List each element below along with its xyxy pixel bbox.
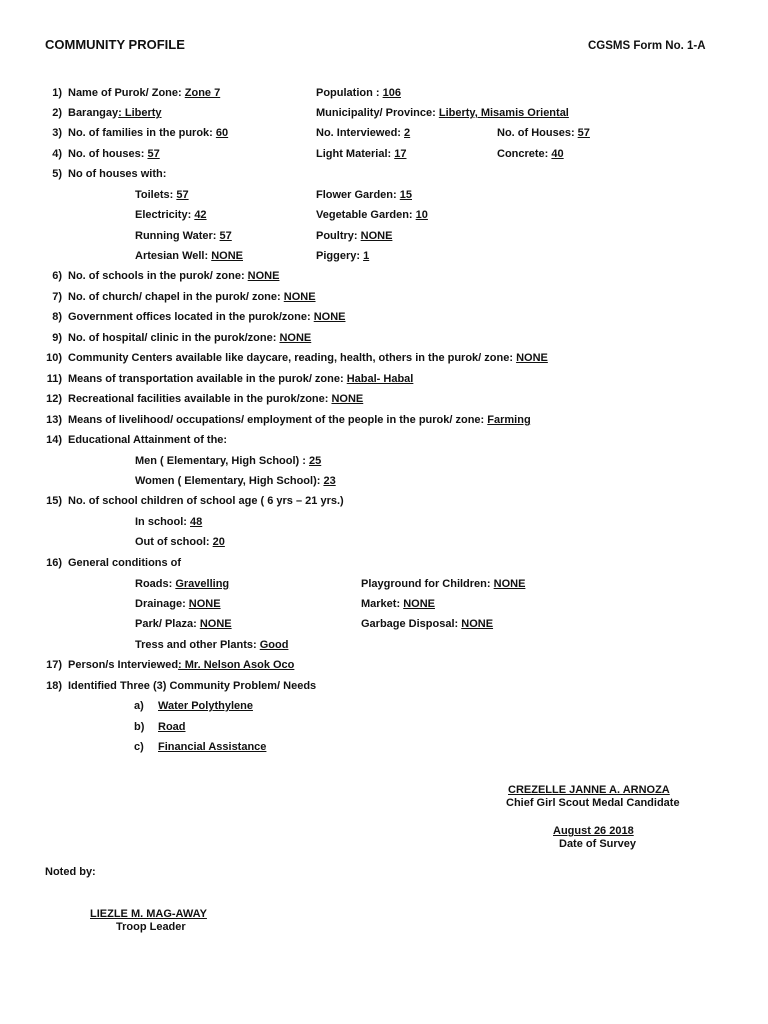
item-10: 10) Community Centers available like daycare, reading, health, others in the purok/ zone: NONE [46,352,548,364]
noted-by-label: Noted by: [45,866,96,878]
no-of-houses: No. of Houses: 57 [497,127,590,139]
electricity: Electricity: 42 [135,209,207,221]
item-9: 9) No. of hospital/ clinic in the purok/zone: NONE [52,332,312,344]
barangay-value: : Liberty [118,107,162,119]
troop-leader-name: LIEZLE M. MAG-AWAY [90,908,207,920]
need-b: b) Road [134,721,186,733]
garbage-disposal: Garbage Disposal: NONE [361,618,494,630]
drainage: Drainage: NONE [135,598,221,610]
need-a: a) Water Polythylene [134,700,253,712]
roads: Roads: Gravelling [135,578,230,590]
toilets: Toilets: 57 [135,189,189,201]
artesian-well: Artesian Well: NONE [135,250,243,262]
no-interviewed: No. Interviewed: 2 [316,127,411,139]
item-1: 1) Name of Purok/ Zone: Zone 7 [52,87,221,99]
item-16: 16) General conditions of [46,557,182,569]
troop-leader-role: Troop Leader [116,921,186,933]
item-3: 3) No. of families in the purok: 60 [52,127,229,139]
signatory-name: CREZELLE JANNE A. ARNOZA [508,784,670,796]
vegetable-garden: Vegetable Garden: 10 [316,209,428,221]
park-plaza: Park/ Plaza: NONE [135,618,232,630]
in-school: In school: 48 [135,516,203,528]
item-17: 17) Person/s Interviewed: Mr. Nelson Asok Oco [46,659,295,671]
families-value: 60 [215,127,229,139]
municipality-value: Liberty, Misamis Oriental [438,107,569,119]
item-6: 6) No. of schools in the purok/ zone: NONE [52,270,280,282]
item-11: 11) Means of transportation available in the purok/ zone: Habal- Habal [46,373,414,385]
light-material: Light Material: 17 [316,148,407,160]
item-7: 7) No. of church/ chapel in the purok/ zone: NONE [52,291,316,303]
item-4: 4) No. of houses: 57 [52,148,160,160]
survey-date: August 26 2018 [553,825,634,837]
poultry: Poultry: NONE [316,230,393,242]
item-14: 14) Educational Attainment of the: [46,434,228,446]
education-women: Women ( Elementary, High School): 23 [135,475,336,487]
need-c: c) Financial Assistance [134,741,267,753]
survey-date-label: Date of Survey [559,838,637,850]
playground: Playground for Children: NONE [361,578,526,590]
municipality-province: Municipality/ Province: Liberty, Misamis Oriental [316,107,569,119]
flower-garden: Flower Garden: 15 [316,189,412,201]
population-value: 106 [382,87,401,99]
education-men: Men ( Elementary, High School) : 25 [135,455,322,467]
trees-plants: Tress and other Plants: Good [135,639,289,651]
item-12: 12) Recreational facilities available in the purok/zone: NONE [46,393,364,405]
out-of-school: Out of school: 20 [135,536,225,548]
item-5: 5) No of houses with: [52,168,167,180]
purok-zone-value: Zone 7 [184,87,221,99]
item-13: 13) Means of livelihood/ occupations/ employment of the people in the purok/ zone: Farming [46,414,531,426]
running-water: Running Water: 57 [135,230,232,242]
item-18: 18) Identified Three (3) Community Problem/ Needs [46,680,317,692]
item-8: 8) Government offices located in the purok/zone: NONE [52,311,346,323]
interviewee-value: : Mr. Nelson Asok Oco [178,659,295,671]
piggery: Piggery: 1 [316,250,370,262]
page-title: COMMUNITY PROFILE [45,37,185,52]
signatory-role: Chief Girl Scout Medal Candidate [506,797,680,809]
item-15: 15) No. of school children of school age ( 6 yrs – 21 yrs.) [46,495,344,507]
form-number: CGSMS Form No. 1-A [588,40,706,52]
population: Population : 106 [316,87,401,99]
market: Market: NONE [361,598,435,610]
item-2: 2) Barangay: Liberty [52,107,162,119]
concrete: Concrete: 40 [497,148,564,160]
